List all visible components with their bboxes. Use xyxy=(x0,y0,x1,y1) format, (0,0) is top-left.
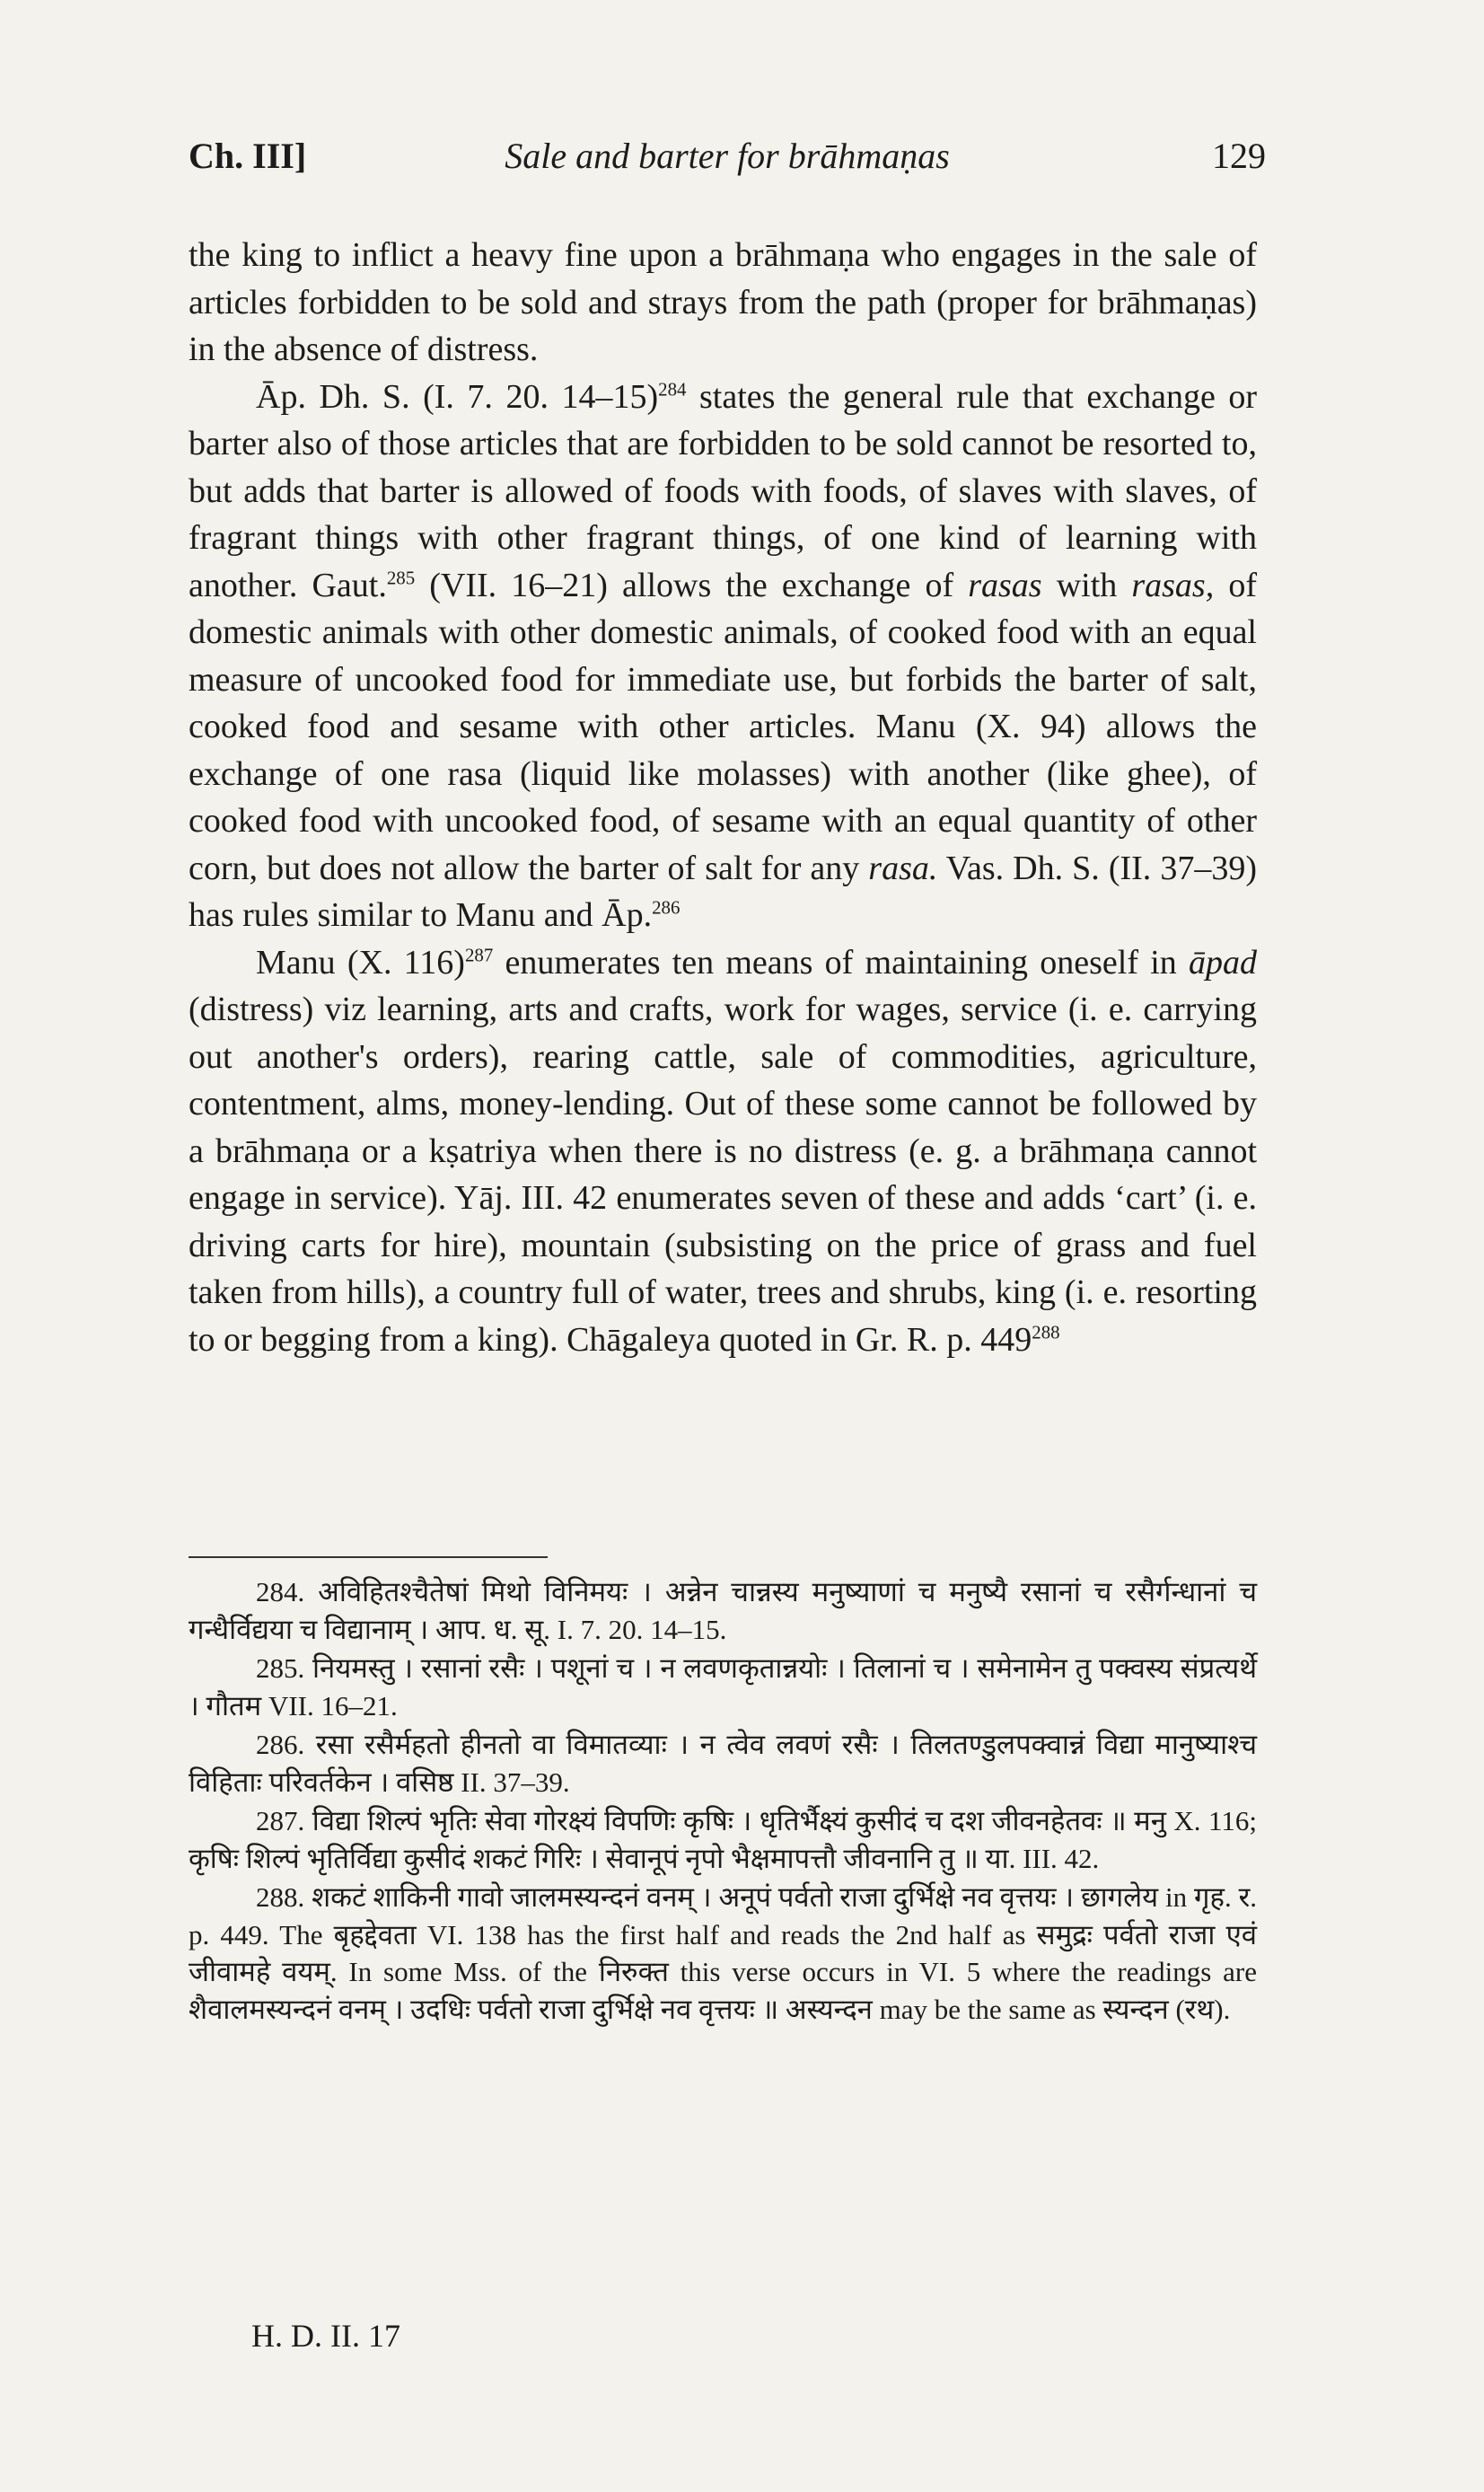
italic-term: rasas, xyxy=(1131,566,1215,604)
text-run: (VII. 16–21) allows the exchange of xyxy=(415,566,969,604)
footnotes xyxy=(189,1573,1257,2030)
main-text xyxy=(189,232,1257,1363)
footnote-text: विद्या शिल्पं भृतिः सेवा गोरक्ष्यं विपणिः कृषिः । धृतिर्भैक्ष्यं कुसीदं च दश जीवनहेतवः ॥ मनु X. 116; कृषिः शिल्पं भृतिर्विद्या कुसीदं शकटं गिरिः । सेवानूपं नृपो भैक्षमापत्तौ जीवनानि तु ॥ या. III. 42. xyxy=(189,1805,1258,1874)
footnote-ref-288[interactable]: 288 xyxy=(1032,1320,1060,1343)
footnote-287 xyxy=(189,1802,1257,1877)
page-number: 129 xyxy=(1212,136,1266,176)
italic-term: rasa. xyxy=(868,849,938,887)
italic-term: rasas xyxy=(968,566,1042,604)
text-run: Āp. Dh. S. (I. 7. 20. 14–15) xyxy=(256,377,659,416)
footnote-284 xyxy=(189,1573,1257,1648)
footnote-ref-286[interactable]: 286 xyxy=(652,896,681,919)
footnote-text: अविहितश्चैतेषां मिथो विनिमयः । अन्नेन चान्नस्य मनुष्याणां च मनुष्यै रसानां च रसैर्गन्धानां च गन्धैर्विद्यया च विद्यानाम् । आप. ध. सू. I. 7. 20. 14–15. xyxy=(189,1576,1257,1645)
chapter-label: Ch. III] xyxy=(189,136,307,176)
footnote-288 xyxy=(189,1879,1257,2028)
paragraph-3 xyxy=(189,939,1257,1364)
footnote-number: 284. xyxy=(256,1576,305,1607)
footnote-number: 288. xyxy=(256,1881,305,1913)
footnote-ref-285[interactable]: 285 xyxy=(386,566,416,588)
footnote-text: रसा रसैर्महतो हीनतो वा विमातव्याः । न त्वेव लवणं रसैः । तिलतण्डुलपक्वान्नं विद्या मानुष्याश्च विहिताः परिवर्तकेन । वसिष्ठ II. 37–39. xyxy=(189,1729,1258,1798)
footnote-number: 285. xyxy=(256,1652,305,1684)
footnote-text: शकटं शाकिनी गावो जालमस्यन्दनं वनम् । अनूपं पर्वतो राजा दुर्भिक्षे नव वृत्तयः । छागलेय in गृह. र. p. 449. The बृहद्देवता VI. 138 has the first half and reads the 2nd half as समुद्रः पर्वतो राजा एवं जीवामहे वयम्. In some Mss. of the निरुक्त this verse occurs in VI. 5 where the readings are शैवालमस्यन्दनं वनम् । उदधिः पर्वतो राजा दुर्भिक्षे नव वृत्तयः ॥ अस्यन्दन may be the same as स्यन्दन (रथ). xyxy=(189,1881,1257,2025)
footnote-ref-284[interactable]: 284 xyxy=(658,377,687,400)
footnote-ref-287[interactable]: 287 xyxy=(464,943,494,965)
text-run: with xyxy=(1041,566,1132,604)
footnote-text: नियमस्तु । रसानां रसैः । पशूनां च । न लवणकृतान्नयोः । तिलानां च । समेनामेन तु पक्वस्य संप्रत्यर्थे । गौतम VII. 16–21. xyxy=(189,1652,1258,1722)
footnote-divider xyxy=(189,1556,548,1558)
paragraph-2 xyxy=(189,374,1257,939)
signature-mark: H. D. II. 17 xyxy=(251,2318,400,2354)
text-run: enumerates ten means of maintaining oneself in xyxy=(493,943,1189,982)
running-title: Sale and barter for brāhmaṇas xyxy=(505,136,950,176)
text-run: of domestic animals with other domestic animals, of cooked food with an equal measure of uncooked food for immediate use, but forbids the barter of salt, cooked food and sesame with other articles. Manu (X. 94) allows the exchange of one rasa (liquid like molasses) with another (like ghee), of cooked food with uncooked food, of sesame with an equal quantity of other corn, but does not allow the barter of salt for any xyxy=(189,566,1257,887)
italic-term: āpad xyxy=(1189,943,1257,982)
footnote-285 xyxy=(189,1650,1257,1724)
footnote-number: 286. xyxy=(256,1729,305,1760)
text-run: (distress) viz learning, arts and crafts, work for wages, service (i. e. carrying out another's orders), rearing cattle, sale of commodities, agriculture, contentment, alms, money-lending. Out of these some cannot be followed by a brāhmaṇa or a kṣatriya when there is no distress (e. g. a brāhmaṇa cannot engage in service). Yāj. III. 42 enumerates seven of these and adds ‘cart’ (i. e. driving carts for hire), mountain (subsisting on the price of grass and fuel taken from hills), a country full of water, trees and shrubs, king (i. e. resorting to or begging from a king). Chāgaleya quoted in Gr. R. p. 449 xyxy=(189,991,1257,1359)
running-header xyxy=(189,135,1266,189)
footnote-286 xyxy=(189,1726,1257,1801)
text-run: Vas. Dh. S. (II. 37–39) has rules similar to Manu and Āp. xyxy=(189,849,1257,934)
paragraph-1: the king to inflict a heavy fine upon a brāhmaṇa who engages in the sale of articles forbidden to be sold and strays from the path (proper for brāhmaṇas) in the absence of distress. xyxy=(189,236,1257,368)
text-run: states the general rule that exchange or barter also of those articles that are forbidden to be sold cannot be resorted to, but adds that barter is allowed of foods with foods, of slaves with slaves, of fragrant things with other fragrant things, of one kind of learning with another. Gaut. xyxy=(189,377,1257,604)
footnote-number: 287. xyxy=(256,1805,305,1836)
text-run: Manu (X. 116) xyxy=(256,943,465,982)
